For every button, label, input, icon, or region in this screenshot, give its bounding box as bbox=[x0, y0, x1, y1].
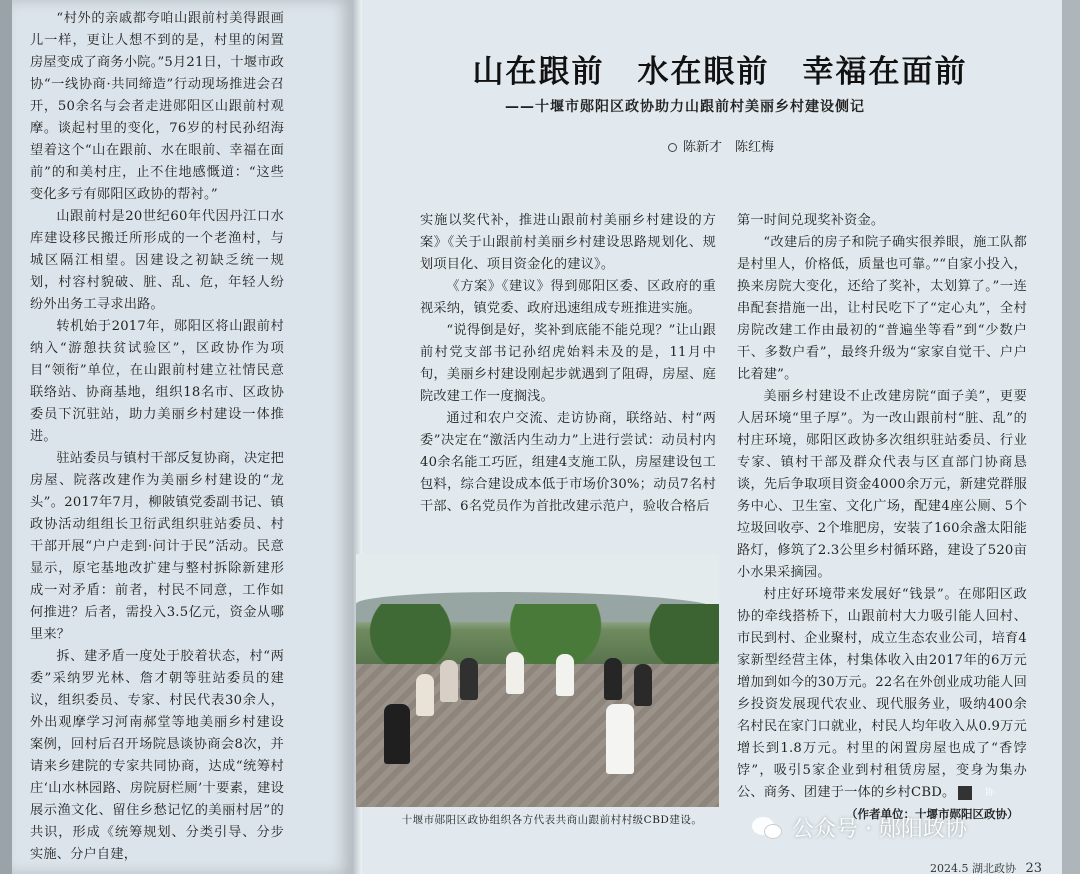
end-mark: 协 bbox=[958, 786, 972, 800]
middle-paragraph-4: 通过和农户交流、走访协商，联络站、村“两委”决定在“激活内生动力”上进行尝试：动员村内40余名能工巧匠，组建4支施工队，房屋建设包工包料，综合建设成本低于市场价30%；动员7名村干部、6名党员作为首批改建示范户，验收合格后 bbox=[420, 411, 716, 514]
photo-person bbox=[416, 674, 434, 716]
photo-person bbox=[506, 652, 524, 694]
left-paragraph-2: 山跟前村是20世纪60年代因丹江口水库建设移民搬迁所形成的一个老渔村，与城区隔江相望。因建设之初缺乏统一规划，村容村貌破、脏、乱、危，年轻人纷纷外出务工寻求出路。 bbox=[30, 209, 284, 312]
watermark-text: 公众号 · 郧阳政协 bbox=[792, 817, 967, 842]
page-folio bbox=[930, 860, 1042, 874]
byline-circle-icon bbox=[668, 143, 677, 152]
left-paragraph-5: 拆、建矛盾一度处于胶着状态，村“两委”采纳罗光林、詹才朝等驻站委员的建议，组织委员、专家、村民代表30余人，外出观摩学习河南郝堂等地美丽乡村建设案例，回村后召开场院恳谈协商会8次，并请来乡建院的专家共同协商，达成“统筹村庄‘山水林园路、房院厨栏厕’十要素，建设展示渔文化、留住乡愁记忆的美丽村居”的共识，形成《统筹规划、分类引导、分步实施、分户自建， bbox=[30, 649, 284, 862]
middle-column bbox=[420, 210, 716, 518]
right-paragraph-3: 美丽乡村建设不止改建房院“面子美”，更要人居环境“里子厚”。为一改山跟前村“脏、乱”的村庄环境，郧阳区政协多次组织驻站委员、行业专家、镇村干部及群众代表与区直部门协商恳谈，先后争取项目资金4000余万元，新建党群服务中心、卫生室、文化广场，配建4座公厕、5个垃圾回收亭、2个堆肥房，安装了160余盏太阳能路灯，修筑了2.3公里乡村循环路，建设了520亩小水果采摘园。 bbox=[737, 389, 1027, 580]
left-page-edge bbox=[0, 0, 12, 874]
left-page-text bbox=[30, 8, 284, 866]
article-photo bbox=[356, 554, 719, 807]
folio-issue: 2024.5 bbox=[930, 862, 969, 874]
right-page-edge bbox=[1062, 0, 1080, 874]
photo-plaza bbox=[356, 664, 719, 807]
photo-person bbox=[604, 658, 622, 700]
left-paragraph-3: 转机始于2017年，郧阳区将山跟前村纳入“游憩扶贫试验区”，区政协作为项目“领衔”单位，在山跟前村建立社情民意联络站、协商基地，组织18名市、区政协委员下沉驻站，助力美丽乡村建设一体推进。 bbox=[30, 319, 284, 444]
article-subtitle: ——十堰市郧阳区政协助力山跟前村美丽乡村建设侧记 bbox=[505, 99, 865, 115]
right-paragraph-2: “改建后的房子和院子确实很养眼，施工队都是村里人，价格低，质量也可靠。”“自家小投入，换来房院大变化，还给了奖补，太划算了。”一连串配套措施一出，让村民吃下了“定心丸”，全村房院改建工作由最初的“普遍坐等看”到“少数户干、多数户看”，最终升级为“家家自觉干、户户比着建”。 bbox=[737, 235, 1027, 382]
right-paragraph-4 bbox=[737, 584, 1027, 804]
article-title: 山在跟前 水在眼前 幸福在面前 bbox=[472, 54, 968, 90]
photo-person bbox=[384, 704, 410, 764]
wechat-watermark bbox=[752, 812, 967, 843]
photo-person bbox=[556, 654, 574, 696]
left-paragraph-4: 驻站委员与镇村干部反复协商，决定把房屋、院落改建作为美丽乡村建设的“龙头”。2017年7月，柳陂镇党委副书记、镇政协活动组组长卫衍武组织驻站委员、村干部开展“户户走到·问计于民”活动。民意显示，原宅基地改扩建与整村拆除新建形成一对矛盾：前者，村民不同意，工作如何推进？后者，需投入3.5亿元，资金从哪里来？ bbox=[30, 451, 284, 642]
author-unit: （作者单位：十堰市郧阳区政协） bbox=[846, 807, 1019, 821]
photo-person bbox=[634, 664, 652, 706]
middle-paragraph-1: 实施以奖代补，推进山跟前村美丽乡村建设的方案》《关于山跟前村美丽乡村建设思路规划化、规划项目化、项目资金化的建议》。 bbox=[420, 213, 716, 272]
photo-caption: 十堰市郧阳区政协组织各方代表共商山跟前村村级CBD建设。 bbox=[401, 814, 703, 826]
right-paragraph-1: 第一时间兑现奖补资金。 bbox=[737, 213, 885, 228]
article-authors: 陈新才 陈红梅 bbox=[683, 140, 775, 155]
page-number: 23 bbox=[1025, 861, 1043, 874]
wechat-icon bbox=[752, 815, 784, 841]
right-paragraph-4-text: 村庄好环境带来发展好“钱景”。在郧阳区政协的牵线搭桥下，山跟前村大力吸引能人回村、市民到村、企业聚村，成立生态农业公司，培育4家新型经营主体，村集体收入由2017年的6万元增加到如今的30万元。22名在外创业成功能人回乡投资发展现代农业、现代服务业，吸纳400余名村民在家门口就业，村民人均年收入从0.9万元增长到1.8万元。村里的闲置房屋也成了“香饽饽”，吸引5家企业到村租赁房屋，变身为集办公、商务、团建于一体的乡村CBD。 bbox=[737, 587, 1027, 800]
folio-magazine: 湖北政协 bbox=[972, 862, 1016, 874]
photo-person bbox=[460, 658, 478, 700]
left-paragraph-1: “村外的亲戚都夸咱山跟前村美得跟画儿一样，更让人想不到的是，村里的闲置房屋变成了商务小院。”5月21日，十堰市政协“一线协商·共同缔造”行动现场推进会召开，50余名与会者走进郧阳区山跟前村观摩。谈起村里的变化，76岁的村民孙绍海望着这个“山在跟前、水在眼前、幸福在面前”的和美村庄，止不住地感慨道：“这些变化多亏有郧阳区政协的帮衬。” bbox=[30, 11, 284, 202]
middle-paragraph-2: 《方案》《建议》得到郧阳区委、区政府的重视采纳，镇党委、政府迅速组成专班推进实施。 bbox=[420, 279, 716, 316]
right-column bbox=[737, 210, 1027, 804]
middle-paragraph-3: “说得倒是好，奖补到底能不能兑现？”让山跟前村党支部书记孙绍虎始料未及的是，11月中旬，美丽乡村建设刚起步就遇到了阻碍，房屋、庭院改建工作一度搁浅。 bbox=[420, 323, 716, 404]
photo-person bbox=[440, 660, 458, 702]
photo-person bbox=[606, 704, 634, 774]
article-byline bbox=[668, 136, 774, 155]
